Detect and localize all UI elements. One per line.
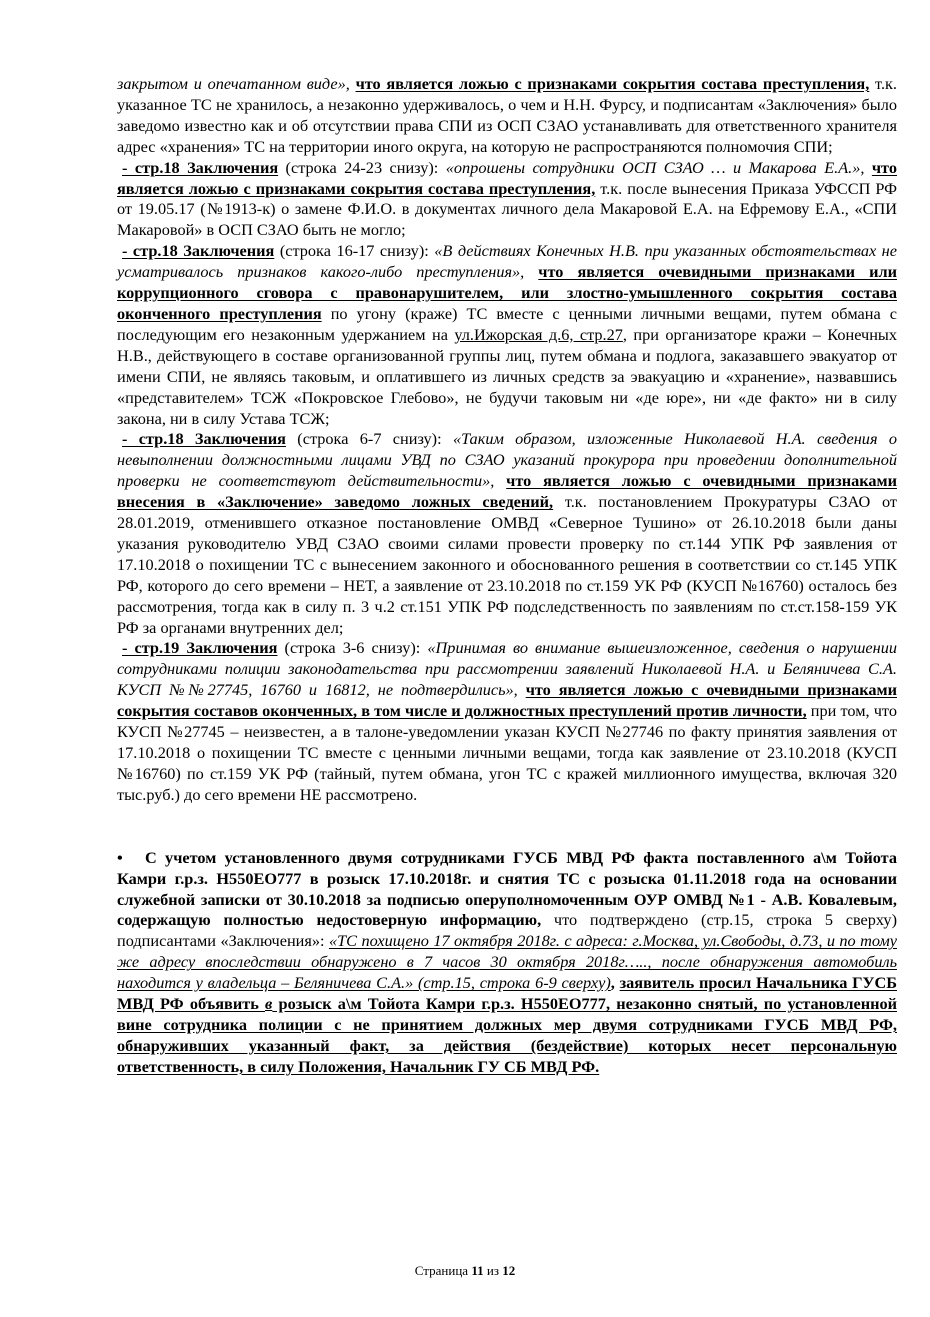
page-number: 11 bbox=[471, 1263, 484, 1278]
address-text: ул.Ижорская д.6, стр.27 bbox=[454, 324, 623, 344]
page-footer: Страница 11 из 12 bbox=[414, 1263, 516, 1278]
body-text: при том, что КУСП №27745 – неизвестен, а в талоне-уведомлении указан КУСП №27746 по факту принятия заявления от 17.10.2018 о похищении ТС вместе с ценными личными вещами, тогда как заявление от 23.10.2018 (КУСП №16760) по ст.159 УК РФ (тайный, путем обмана, угон ТС с кражей миллионного имущества, включая 320 тыс.руб.) до сего времени НЕ рассмотрено. bbox=[117, 701, 897, 804]
body-text: , при организаторе кражи – Конечных Н.В., действующего в составе организованной группы лиц, путем обмана и подлога, заказавшего эвакуатор от имени СПИ, не являясь таковым, и оплатившего из личных средств за эвакуацию и «хранение», назвавшись «представителем» ТСЖ «Покровское Глебово», не будучи таковым ни «де юре», ни «де факто» ни в силу закона, ни в силу Устава ТСЖ; bbox=[117, 324, 897, 428]
emphasis-text: что является ложью с признаками сокрытия состава преступления, bbox=[355, 74, 870, 93]
quote-text: «ТС похищено 17 октября 2018г. с адреса: г.Москва, ул.Свободы, д.73, и по тому же адресу впоследствии обнаружено в 7 часов 30 октября 2018г….., после обнаружения автомобиль находится у владельца – Беляничева С.А.» (стр.15, строка 6-9 сверху) bbox=[117, 931, 897, 993]
bullet-paragraph: • С учетом установленного двумя сотрудниками ГУСБ МВД РФ факта поставленного а\м Тойота Камри г.р.з. Н550ЕО777 в розыск 17.10.2018г. и снятия ТС с розыска 01.11.2018 года на основании служебной записки от 30.10.2018 за подписью оперуполномоченным ОУР ОМВД №1 - А.В. Ковалевым, содержащую полностью недостоверную информацию, что подтверждено (стр.15, строка 5 сверху) подписантами «Заключения»: «ТС похищено 17 октября 2018г. с адреса: г.Москва, ул.Свободы, д.73, и по тому же адресу впоследствии обнаружено в 7 часов 30 октября 2018г….., после обнаружения автомобиль находится у владельца – Беляничева С.А.» (стр.15, строка 6-9 сверху), заявитель просил Начальника ГУСБ МВД РФ объявить в розыск а\м Тойота Камри г.р.з. Н550ЕО777, незаконно снятый, по установленной вине сотрудника полиции с не принятием должных мер двумя сотрудниками ГУСБ МВД РФ, обнаруживших указанный факт, за действия (бездействие) которых несет персональную ответственность, в силу Положения, Начальник ГУ СБ МВД РФ. bbox=[117, 847, 898, 1076]
bullet-icon: • bbox=[117, 847, 123, 867]
emphasis-text: заявитель просил Начальника ГУСБ МВД РФ объявить bbox=[117, 973, 898, 1014]
quote-text: «Таким образом, изложенные Николаевой Н.А. сведения о невыполнении должностными лицами УВД по СЗАО указаний прокурора при проведении дополнительной проверки не соответствуют действительности», bbox=[117, 429, 897, 491]
reference-label: - стр.18 Заключения bbox=[122, 241, 275, 261]
reference-label: - стр.18 Заключения bbox=[122, 157, 279, 177]
document-body bbox=[117, 74, 897, 1078]
paragraph-page18-b: - стр.18 Заключения (строка 16-17 снизу): «В действиях Конечных Н.В. при указанных обстоятельствах не усматривалось признаков какого-либо преступления», что является очевидными признаками или коррупционного сговора с правонарушителем, или злостно-умышленного сокрытия состава оконченного преступления по угону (краже) ТС вместе с ценными личными вещами, путем обмана с последующим его незаконным удержанием на ул.Ижорская д.6, стр.27, при организаторе кражи – Конечных Н.В., действующего в составе организованной группы лиц, путем обмана и подлога, заказавшего эвакуатор от имени СПИ, не являясь таковым, и оплатившего из личных средств за эвакуацию и «хранение», назвавшись «представителем» ТСЖ «Покровское Глебово», не будучи таковым ни «де юре», ни «де факто» ни в силу закона, ни в силу Устава ТСЖ; bbox=[117, 241, 897, 428]
quote-text: «опрошены сотрудники ОСП СЗАО … и Макарова Е.А.», bbox=[445, 157, 865, 177]
body-text: по угону (краже) ТС вместе с ценными личными вещами, путем обмана с последующим его незаконным удержанием на bbox=[117, 303, 897, 344]
emphasis-text: розыск а\м Тойота Камри г.р.з. Н550ЕО777, незаконно снятый, по установленной вине сотрудника полиции с не принятием должных мер двумя сотрудниками ГУСБ МВД РФ, обнаруживших указанный факт, за действия (бездействие) которых несет персональную ответственность, в силу Положения, Начальник ГУ СБ МВД РФ. bbox=[117, 994, 897, 1076]
body-text: что подтверждено (стр.15, строка 5 сверху) подписантами «Заключения»: bbox=[117, 910, 897, 951]
reference-label: - стр.19 Заключения bbox=[122, 638, 278, 658]
emphasis-text: что является очевидными признаками или коррупционного сговора с правонарушителем, или злостно-умышленного сокрытия состава оконченного преступления bbox=[117, 262, 897, 323]
quote-text: «Принимая во внимание вышеизложенное, сведения о нарушении сотрудниками полиции законодательства при рассмотрении заявлений Николаевой Н.А. и Беляничева С.А. КУСП №№27745, 16760 и 16812, не подтвердились», bbox=[117, 638, 897, 700]
body-text: т.к. указанное ТС не хранилось, а незаконно удерживалось, о чем и Н.Н. Фурсу, и подписантам «Заключения» было заведомо известно как и об отсутствии права СПИ из ОСП СЗАО устанавливать для ответственного хранителя адрес «хранения» ТС на территории иного округа, на которую не распространяются полномочия СПИ; bbox=[117, 74, 897, 156]
emphasis-text: что является ложью с очевидными признаками сокрытия составов оконченных, в том числе и должностных преступлений против личности, bbox=[117, 680, 897, 721]
paragraph-page18-a: - стр.18 Заключения (строка 24-23 снизу): «опрошены сотрудники ОСП СЗАО … и Макарова Е.А.», что является ложью с признаками сокрытия состава преступления, т.к. после вынесения Приказа УФССП РФ от 19.05.17 (№1913-к) о замене Ф.И.О. в документах личного дела Макаровой Е.А. на Ефремову Е.А., «СПИ Макаровой» в ОСП СЗАО быть не могло; bbox=[117, 157, 897, 240]
paragraph-page19: - стр.19 Заключения (строка 3-6 снизу): «Принимая во внимание вышеизложенное, сведения о нарушении сотрудниками полиции законодательства при рассмотрении заявлений Николаевой Н.А. и Беляничева С.А. КУСП №№27745, 16760 и 16812, не подтвердились», что является ложью с очевидными признаками сокрытия составов оконченных, в том числе и должностных преступлений против личности, при том, что КУСП №27745 – неизвестен, а в талоне-уведомлении указан КУСП №27746 по факту принятия заявления от 17.10.2018 о похищении ТС вместе с ценными личными вещами, тогда как заявление от 23.10.2018 (КУСП №16760) по ст.159 УК РФ (тайный, путем обмана, угон ТС с кражей миллионного имущества, включая 320 тыс.руб.) до сего времени НЕ рассмотрено. bbox=[117, 638, 897, 804]
paragraph-page18-c: - стр.18 Заключения (строка 6-7 снизу): «Таким образом, изложенные Николаевой Н.А. сведения о невыполнении должностными лицами УВД по СЗАО указаний прокурора при проведении дополнительной проверки не соответствуют действительности», что является ложью с очевидными признаками внесения в «Заключение» заведомо ложных сведений, т.к. постановлением Прокуратуры СЗАО от 28.01.2019, отменившего отказное постановление ОМВД «Северное Тушино» от 26.10.2018 были даны указания руководителю УВД СЗАО своими силами провести проверку по ст.144 УПК РФ заявления от 17.10.2018 о похищении ТС с вынесением законного и обоснованного решения в соответствии со ст.145 УПК РФ, которого до сего времени – НЕТ, а заявление от 23.10.2018 по ст.159 УК РФ (КУСП №16760) осталось без рассмотрения, тогда как в силу п. 3 ч.2 ст.151 УПК РФ подследственность по заявлениям по ст.ст.158-159 УК РФ за органами внутренних дел; bbox=[117, 429, 897, 637]
page-total: 12 bbox=[502, 1263, 516, 1278]
emphasis-text: что является ложью с признаками сокрытия состава преступления, bbox=[117, 157, 897, 198]
paragraph-continuation bbox=[117, 74, 897, 158]
reference-label: - стр.18 Заключения bbox=[122, 429, 286, 449]
emphasis-text: что является ложью с очевидными признаками внесения в «Заключение» заведомо ложных сведений, bbox=[117, 471, 897, 512]
paragraph-gap bbox=[117, 806, 897, 848]
quote-text: закрытом и опечатанном виде», bbox=[117, 74, 350, 93]
body-text: т.к. после вынесения Приказа УФССП РФ от 19.05.17 (№1913-к) о замене Ф.И.О. в документах личного дела Макаровой Е.А. на Ефремову Е.А., «СПИ Макаровой» в ОСП СЗАО быть не могло; bbox=[117, 178, 897, 240]
quote-text: «В действиях Конечных Н.В. при указанных обстоятельствах не усматривалось признаков какого-либо преступления», bbox=[117, 241, 897, 282]
body-text: т.к. постановлением Прокуратуры СЗАО от 28.01.2019, отменившего отказное постановление ОМВД «Северное Тушино» от 26.10.2018 были даны указания руководителю УВД СЗАО своими силами провести проверку по ст.144 УПК РФ заявления от 17.10.2018 о похищении ТС с вынесением законного и обоснованного решения в соответствии со ст.145 УПК РФ, которого до сего времени – НЕТ, а заявление от 23.10.2018 по ст.159 УК РФ (КУСП №16760) осталось без рассмотрения, тогда как в силу п. 3 ч.2 ст.151 УПК РФ подследственность по заявлениям по ст.ст.158-159 УК РФ за органами внутренних дел; bbox=[117, 492, 897, 637]
bold-text: С учетом установленного двумя сотрудниками ГУСБ МВД РФ факта поставленного а\м Тойота Камри г.р.з. Н550ЕО777 в розыск 17.10.2018г. и снятия ТС с розыска 01.11.2018 года на основании служебной записки от 30.10.2018 за подписью оперуполномоченным ОУР ОМВД №1 - А.В. Ковалевым, содержащую полностью недостоверную информацию, bbox=[117, 847, 897, 930]
